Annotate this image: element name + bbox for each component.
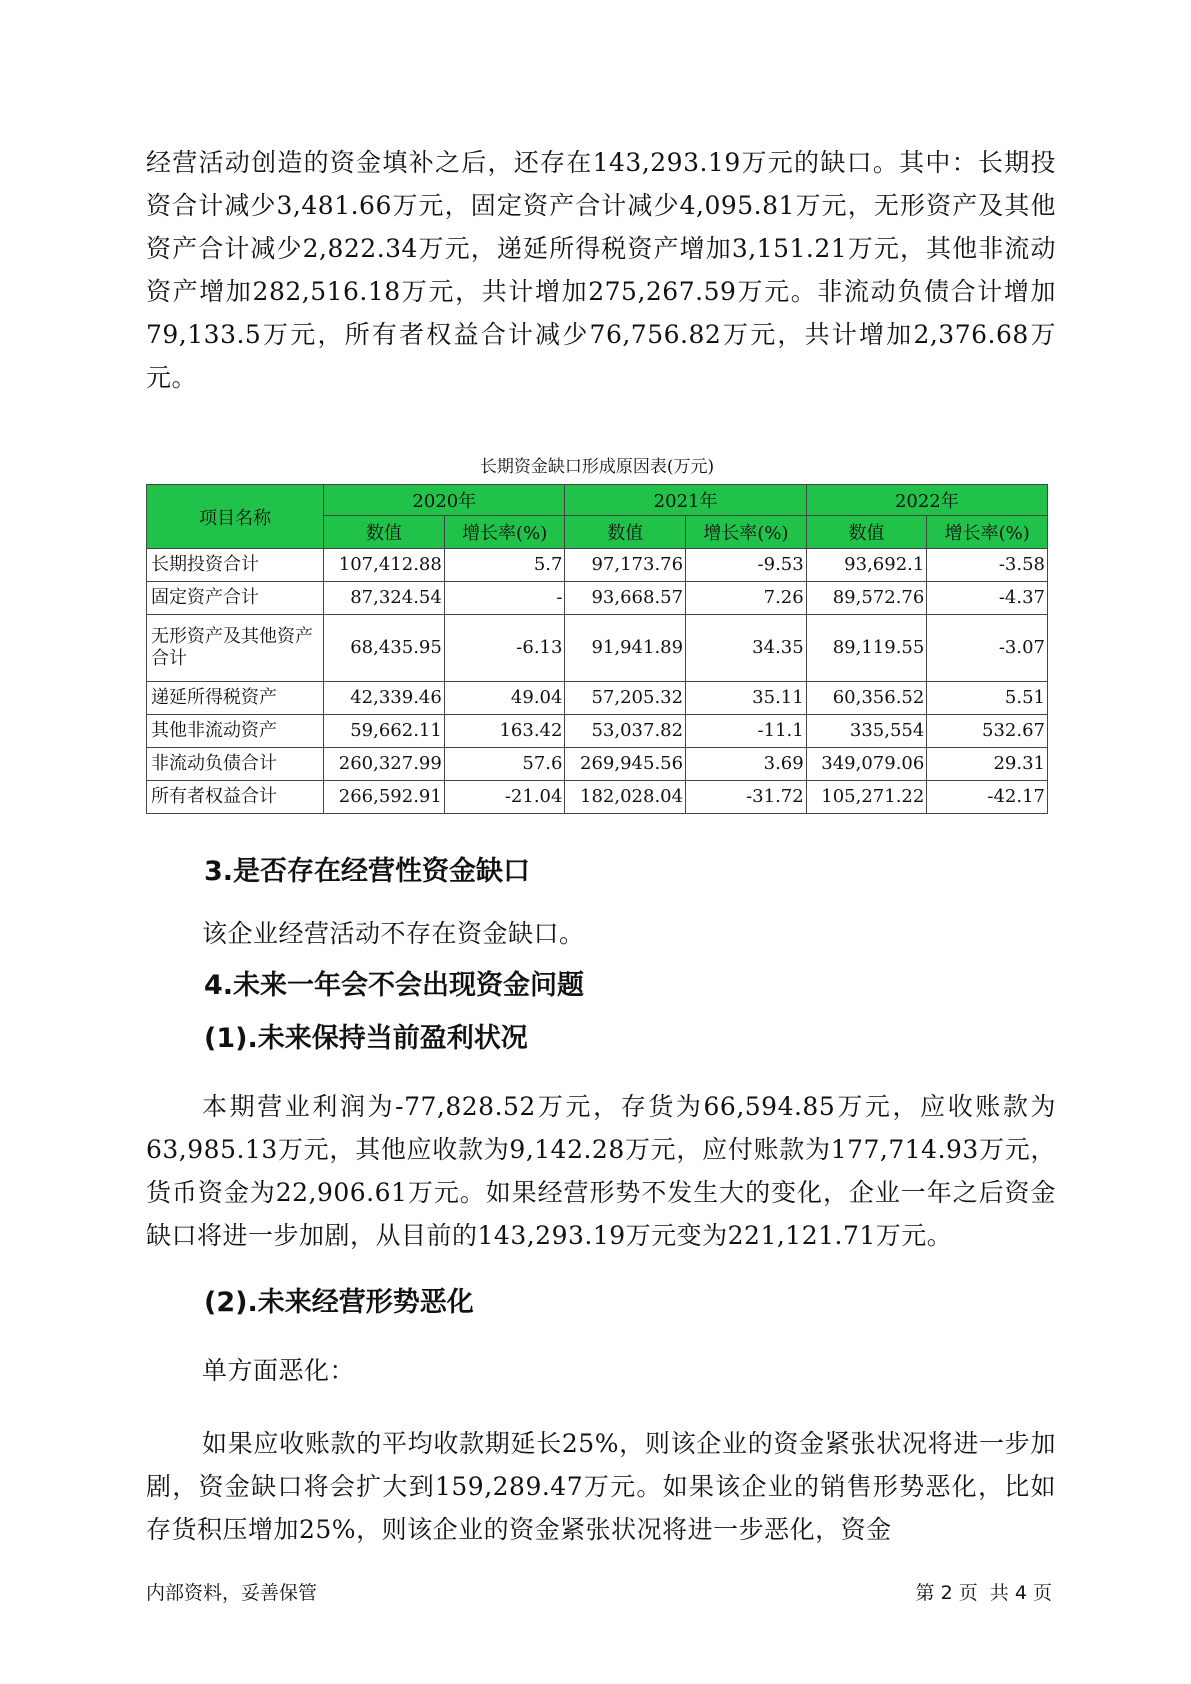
cell-value: 105,271.22 <box>806 781 927 814</box>
cell-value: 182,028.04 <box>565 781 686 814</box>
capital-gap-table <box>146 484 1048 814</box>
footer-page-number <box>916 1579 1053 1607</box>
cell-rate: -3.58 <box>927 549 1048 582</box>
cell-rate: 29.31 <box>927 748 1048 781</box>
section3-text: 该企业经营活动不存在资金缺口。 <box>202 919 585 948</box>
header-value: 数值 <box>806 516 927 549</box>
section4-sub2-intro: 单方面恶化： <box>202 1356 356 1385</box>
cell-value: 97,173.76 <box>565 549 686 582</box>
cell-rate: - <box>444 582 565 615</box>
cell-value: 91,941.89 <box>565 615 686 682</box>
cell-rate: 7.26 <box>686 582 807 615</box>
cell-value: 57,205.32 <box>565 682 686 715</box>
cell-rate: 532.67 <box>927 715 1048 748</box>
section4-sub1-text: 本期营业利润为-77,828.52万元，存货为66,594.85万元，应收账款为63,985.13万元，其他应收款为9,142.28万元，应付账款为177,714.93万元，货币资金为22,906.61万元。如果经营形势不发生大的变化，企业一年之后资金缺口将进一步加剧，从目前的143,293.19万元变为221,121.71万元。 <box>146 1092 1056 1250</box>
row-name: 非流动负债合计 <box>147 748 324 781</box>
page-total: 4 <box>1014 1582 1027 1604</box>
cell-rate: -4.37 <box>927 582 1048 615</box>
header-rate: 增长率(%) <box>686 516 807 549</box>
cell-rate: -21.04 <box>444 781 565 814</box>
page-mid: 页 共 <box>958 1582 1009 1604</box>
table-row <box>147 781 1048 814</box>
cell-rate: 49.04 <box>444 682 565 715</box>
header-value: 数值 <box>324 516 445 549</box>
row-name: 固定资产合计 <box>147 582 324 615</box>
row-name: 长期投资合计 <box>147 549 324 582</box>
row-name: 递延所得税资产 <box>147 682 324 715</box>
cell-value: 87,324.54 <box>324 582 445 615</box>
row-name: 无形资产及其他资产合计 <box>147 615 324 682</box>
header-value: 数值 <box>565 516 686 549</box>
cell-value: 68,435.95 <box>324 615 445 682</box>
table-row <box>147 715 1048 748</box>
header-rate: 增长率(%) <box>927 516 1048 549</box>
table-caption: 长期资金缺口形成原因表(万元) <box>479 457 715 477</box>
table-row <box>147 615 1048 682</box>
section3-heading: 3.是否存在经营性资金缺口 <box>204 856 531 887</box>
section4-heading: 4.未来一年会不会出现资金问题 <box>204 970 585 1001</box>
page-current: 2 <box>940 1582 953 1604</box>
cell-rate: 34.35 <box>686 615 807 682</box>
row-name: 其他非流动资产 <box>147 715 324 748</box>
page-suffix: 页 <box>1032 1582 1052 1604</box>
cell-value: 266,592.91 <box>324 781 445 814</box>
cell-rate: -42.17 <box>927 781 1048 814</box>
cell-value: 89,572.76 <box>806 582 927 615</box>
cell-rate: -31.72 <box>686 781 807 814</box>
cell-rate: 5.7 <box>444 549 565 582</box>
cell-rate: 5.51 <box>927 682 1048 715</box>
cell-rate: 35.11 <box>686 682 807 715</box>
header-rate: 增长率(%) <box>444 516 565 549</box>
cell-rate: -9.53 <box>686 549 807 582</box>
cell-value: 60,356.52 <box>806 682 927 715</box>
table-header-row-years <box>147 485 1048 516</box>
section4-sub1-heading: (1).未来保持当前盈利状况 <box>204 1023 528 1054</box>
cell-rate: -3.07 <box>927 615 1048 682</box>
cell-value: 93,692.1 <box>806 549 927 582</box>
header-year-2021: 2021年 <box>565 485 806 516</box>
cell-rate: 3.69 <box>686 748 807 781</box>
cell-rate: 57.6 <box>444 748 565 781</box>
cell-value: 59,662.11 <box>324 715 445 748</box>
cell-value: 93,668.57 <box>565 582 686 615</box>
cell-value: 349,079.06 <box>806 748 927 781</box>
section4-sub2-heading: (2).未来经营形势恶化 <box>204 1287 474 1318</box>
cell-rate: -6.13 <box>444 615 565 682</box>
table-row <box>147 549 1048 582</box>
section4-sub2-text: 如果应收账款的平均收款期延长25%，则该企业的资金紧张状况将进一步加剧，资金缺口将会扩大到159,289.47万元。如果该企业的销售形势恶化，比如存货积压增加25%，则该企业的资金紧张状况将进一步恶化，资金 <box>146 1429 1056 1544</box>
cell-value: 42,339.46 <box>324 682 445 715</box>
table-row <box>147 582 1048 615</box>
header-year-2022: 2022年 <box>806 485 1047 516</box>
intro-paragraph: 经营活动创造的资金填补之后，还存在143,293.19万元的缺口。其中：长期投资合计减少3,481.66万元，固定资产合计减少4,095.81万元，无形资产及其他资产合计减少2,822.34万元，递延所得税资产增加3,151.21万元，其他非流动资产增加282,516.18万元，共计增加275,267.59万元。非流动负债合计增加79,133.5万元，所有者权益合计减少76,756.82万元，共计增加2,376.68万元。 <box>146 148 1056 392</box>
table-row <box>147 748 1048 781</box>
cell-rate: 163.42 <box>444 715 565 748</box>
table-row <box>147 682 1048 715</box>
row-name: 所有者权益合计 <box>147 781 324 814</box>
footer-confidential-note: 内部资料，妥善保管 <box>146 1582 318 1604</box>
cell-value: 89,119.55 <box>806 615 927 682</box>
cell-rate: -11.1 <box>686 715 807 748</box>
cell-value: 53,037.82 <box>565 715 686 748</box>
header-year-2020: 2020年 <box>324 485 565 516</box>
cell-value: 260,327.99 <box>324 748 445 781</box>
cell-value: 335,554 <box>806 715 927 748</box>
header-item-name: 项目名称 <box>147 485 324 549</box>
page-prefix: 第 <box>915 1582 935 1604</box>
cell-value: 269,945.56 <box>565 748 686 781</box>
cell-value: 107,412.88 <box>324 549 445 582</box>
